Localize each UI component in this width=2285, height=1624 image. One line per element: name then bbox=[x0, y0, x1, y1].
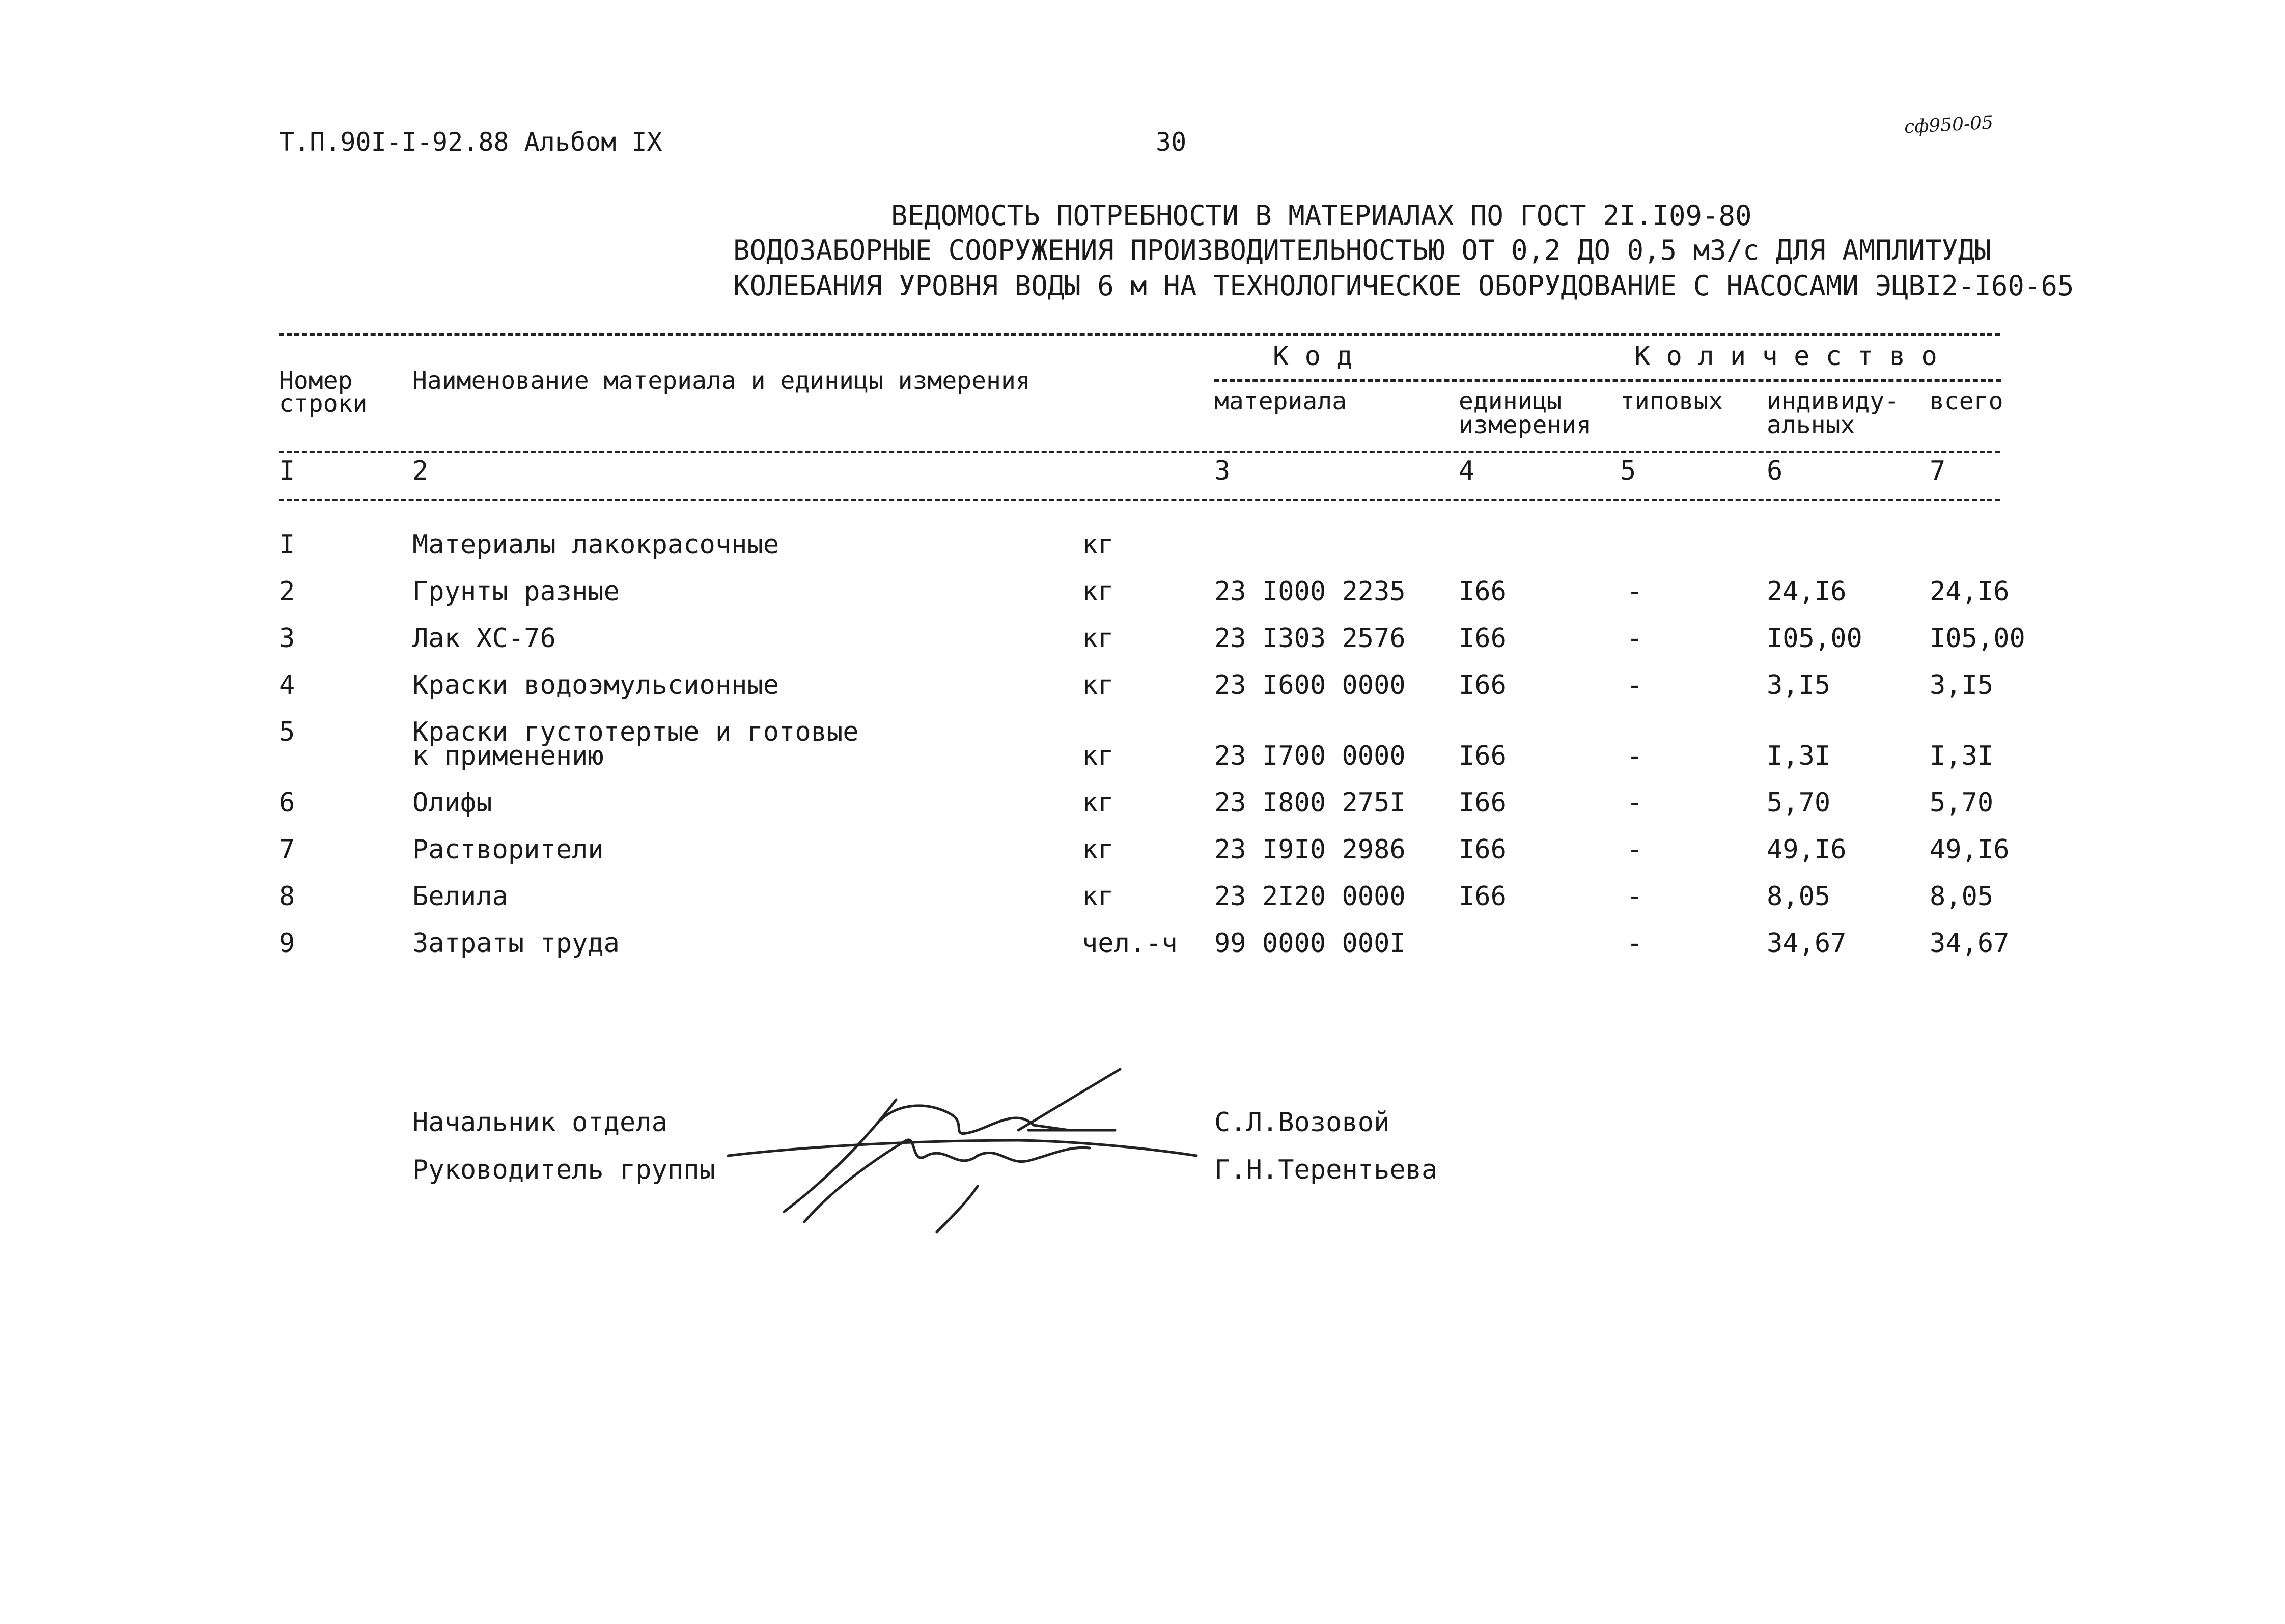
col-number: 3 bbox=[1214, 456, 1231, 486]
unit: кг bbox=[1082, 529, 1114, 560]
material-code: 23 I000 2235 bbox=[1214, 576, 1406, 607]
typical-qty: - bbox=[1627, 741, 1643, 771]
individual-qty: I05,00 bbox=[1767, 623, 1862, 654]
signature-name-2: Г.Н.Терентьева bbox=[1214, 1155, 1438, 1185]
unit-code: I66 bbox=[1459, 576, 1507, 607]
total-qty: I05,00 bbox=[1930, 623, 2025, 654]
individual-qty: 5,70 bbox=[1767, 788, 1831, 818]
unit: чел.-ч bbox=[1082, 928, 1178, 959]
material-name: Грунты разные bbox=[412, 576, 620, 607]
individual-qty: I,3I bbox=[1767, 741, 1831, 771]
unit-code: I66 bbox=[1459, 741, 1507, 771]
material-name: Белила bbox=[412, 881, 508, 912]
material-name: Олифы bbox=[412, 788, 492, 818]
unit: кг bbox=[1082, 741, 1114, 771]
unit: кг bbox=[1082, 834, 1114, 865]
header-row-no-1: Номер bbox=[279, 367, 353, 395]
typical-qty: - bbox=[1627, 788, 1643, 818]
header-material-code: материала bbox=[1214, 387, 1347, 415]
unit: кг bbox=[1082, 788, 1114, 818]
total-qty: 5,70 bbox=[1930, 788, 1994, 818]
handwritten-signatures bbox=[713, 1054, 1212, 1242]
material-code: 23 I303 2576 bbox=[1214, 623, 1406, 654]
row-number: 5 bbox=[279, 717, 295, 747]
material-code: 23 2I20 0000 bbox=[1214, 881, 1406, 912]
title-line-3: КОЛЕБАНИЯ УРОВНЯ ВОДЫ 6 м НА ТЕХНОЛОГИЧЕСКОЕ ОБОРУДОВАНИЕ С НАСОСАМИ ЭЦВI2-I60-65 bbox=[733, 270, 2074, 302]
header-total: всего bbox=[1930, 387, 2003, 415]
individual-qty: 8,05 bbox=[1767, 881, 1831, 912]
header-individual-1: индивиду- bbox=[1767, 387, 1900, 415]
header-group-rule bbox=[1214, 379, 2001, 382]
material-name-continued: к применению bbox=[412, 741, 604, 771]
material-name: Растворители bbox=[412, 834, 604, 865]
row-number: 9 bbox=[279, 928, 295, 959]
material-name: Лак ХС-76 bbox=[412, 623, 556, 654]
header-individual-2: альных bbox=[1767, 411, 1855, 439]
col-number: 4 bbox=[1459, 456, 1475, 486]
material-code: 99 0000 000I bbox=[1214, 928, 1406, 959]
typical-qty: - bbox=[1627, 928, 1643, 959]
material-code: 23 I700 0000 bbox=[1214, 741, 1406, 771]
typical-qty: - bbox=[1627, 834, 1643, 865]
col-number: 6 bbox=[1767, 456, 1783, 486]
unit-code: I66 bbox=[1459, 788, 1507, 818]
row-number: I bbox=[279, 529, 295, 560]
unit: кг bbox=[1082, 670, 1114, 701]
col-number: I bbox=[279, 456, 295, 486]
signature-name-1: С.Л.Возовой bbox=[1214, 1107, 1390, 1138]
material-code: 23 I800 275I bbox=[1214, 788, 1406, 818]
header-material-name: Наименование материала и единицы измерения bbox=[412, 367, 1030, 395]
individual-qty: 24,I6 bbox=[1767, 576, 1847, 607]
row-number: 7 bbox=[279, 834, 295, 865]
total-qty: 49,I6 bbox=[1930, 834, 2010, 865]
header-typical: типовых bbox=[1620, 387, 1723, 415]
material-name: Материалы лакокрасочные bbox=[412, 529, 779, 560]
material-name: Краски густотертые и готовые bbox=[412, 717, 859, 747]
typical-qty: - bbox=[1627, 670, 1643, 701]
signature-role-head-of-department: Начальник отдела bbox=[412, 1107, 667, 1138]
header-quantity-group: К о л и ч е с т в о bbox=[1634, 341, 1937, 372]
col-number: 7 bbox=[1930, 456, 1946, 486]
typical-qty: - bbox=[1627, 881, 1643, 912]
signature-role-group-leader: Руководитель группы bbox=[412, 1155, 715, 1185]
page-number: 30 bbox=[1156, 127, 1187, 157]
total-qty: 3,I5 bbox=[1930, 670, 1994, 701]
individual-qty: 49,I6 bbox=[1767, 834, 1847, 865]
typical-qty: - bbox=[1627, 576, 1643, 607]
unit-code: I66 bbox=[1459, 623, 1507, 654]
row-number: 6 bbox=[279, 788, 295, 818]
handwritten-stamp: сф950-05 bbox=[1904, 112, 1994, 138]
row-number: 3 bbox=[279, 623, 295, 654]
individual-qty: 34,67 bbox=[1767, 928, 1847, 959]
total-qty: 34,67 bbox=[1930, 928, 2010, 959]
col-number: 2 bbox=[412, 456, 429, 486]
title-line-2: ВОДОЗАБОРНЫЕ СООРУЖЕНИЯ ПРОИЗВОДИТЕЛЬНОСТЬЮ ОТ 0,2 ДО 0,5 м3/с ДЛЯ АМПЛИТУДЫ bbox=[733, 234, 1991, 266]
unit: кг bbox=[1082, 576, 1114, 607]
total-qty: 8,05 bbox=[1930, 881, 1994, 912]
header-bottom-rule bbox=[279, 451, 2000, 453]
material-code: 23 I600 0000 bbox=[1214, 670, 1406, 701]
document-reference: Т.П.90I-I-92.88 Альбом IX bbox=[279, 127, 662, 157]
header-code-group: К о д bbox=[1273, 341, 1353, 372]
row-number: 4 bbox=[279, 670, 295, 701]
unit: кг bbox=[1082, 881, 1114, 912]
total-qty: 24,I6 bbox=[1930, 576, 2010, 607]
header-unit-2: измерения bbox=[1459, 411, 1592, 439]
individual-qty: 3,I5 bbox=[1767, 670, 1831, 701]
total-qty: I,3I bbox=[1930, 741, 1994, 771]
header-row-no-2: строки bbox=[279, 389, 368, 418]
column-numbers-rule bbox=[279, 499, 2000, 501]
unit-code: I66 bbox=[1459, 670, 1507, 701]
material-name: Затраты труда bbox=[412, 928, 620, 959]
unit-code: I66 bbox=[1459, 834, 1507, 865]
col-number: 5 bbox=[1620, 456, 1636, 486]
material-code: 23 I9I0 2986 bbox=[1214, 834, 1406, 865]
unit-code: I66 bbox=[1459, 881, 1507, 912]
title-line-1: ВЕДОМОСТЬ ПОТРЕБНОСТИ В МАТЕРИАЛАХ ПО ГОСТ 2I.I09-80 bbox=[891, 200, 1752, 232]
header-unit-1: единицы bbox=[1459, 387, 1562, 415]
unit: кг bbox=[1082, 623, 1114, 654]
row-number: 2 bbox=[279, 576, 295, 607]
row-number: 8 bbox=[279, 881, 295, 912]
table-top-rule bbox=[279, 333, 2000, 336]
material-name: Краски водоэмульсионные bbox=[412, 670, 779, 701]
typical-qty: - bbox=[1627, 623, 1643, 654]
